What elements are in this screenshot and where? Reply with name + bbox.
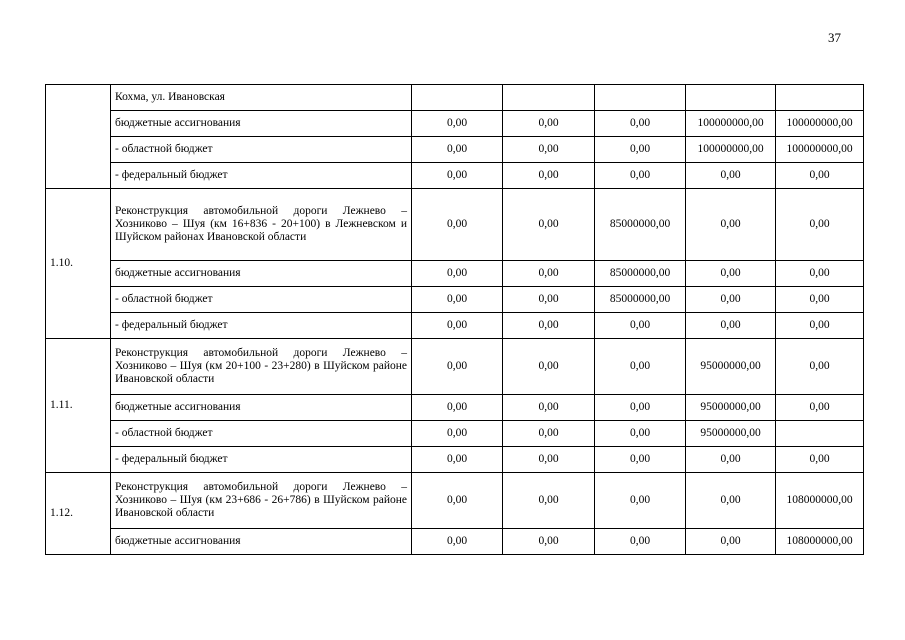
value-cell: 0,00 (503, 111, 595, 137)
item-name-cell: бюджетные ассигнования (111, 261, 412, 287)
value-cell: 85000000,00 (595, 261, 686, 287)
item-name-cell: - областной бюджет (111, 287, 412, 313)
item-number-cell: 1.10. (46, 189, 111, 339)
value-cell: 0,00 (686, 529, 776, 555)
value-cell: 0,00 (503, 313, 595, 339)
value-cell: 0,00 (412, 163, 503, 189)
value-cell: 0,00 (503, 189, 595, 261)
value-cell: 0,00 (776, 313, 864, 339)
item-number-cell: 1.12. (46, 473, 111, 555)
value-cell: 0,00 (412, 137, 503, 163)
page-number: 37 (828, 30, 841, 45)
value-cell (686, 85, 776, 111)
value-cell: 0,00 (503, 261, 595, 287)
value-cell: 0,00 (595, 111, 686, 137)
value-cell: 0,00 (776, 189, 864, 261)
value-cell: 0,00 (595, 529, 686, 555)
value-cell: 0,00 (503, 529, 595, 555)
value-cell: 0,00 (595, 473, 686, 529)
value-cell: 0,00 (686, 189, 776, 261)
item-number-cell (46, 85, 111, 189)
value-cell: 0,00 (503, 473, 595, 529)
item-name-cell: - областной бюджет (111, 137, 412, 163)
table-row (46, 529, 864, 555)
value-cell: 0,00 (776, 261, 864, 287)
table-row (46, 189, 864, 261)
table-row (46, 421, 864, 447)
value-cell: 0,00 (595, 137, 686, 163)
value-cell: 0,00 (412, 473, 503, 529)
item-name-cell: - федеральный бюджет (111, 313, 412, 339)
table-row (46, 137, 864, 163)
item-name-cell: бюджетные ассигнования (111, 111, 412, 137)
value-cell: 0,00 (776, 395, 864, 421)
value-cell (412, 85, 503, 111)
table-row (46, 261, 864, 287)
value-cell: 0,00 (412, 339, 503, 395)
budget-table-body (46, 85, 864, 555)
value-cell: 0,00 (776, 163, 864, 189)
value-cell: 0,00 (412, 447, 503, 473)
value-cell: 0,00 (412, 261, 503, 287)
value-cell: 0,00 (503, 287, 595, 313)
value-cell: 100000000,00 (776, 137, 864, 163)
item-name-cell: Кохма, ул. Ивановская (111, 85, 412, 111)
table-row (46, 313, 864, 339)
value-cell: 95000000,00 (686, 421, 776, 447)
value-cell: 0,00 (503, 447, 595, 473)
item-name-cell: - областной бюджет (111, 421, 412, 447)
value-cell: 108000000,00 (776, 529, 864, 555)
table-row (46, 85, 864, 111)
value-cell: 0,00 (686, 313, 776, 339)
value-cell: 0,00 (412, 313, 503, 339)
value-cell: 0,00 (776, 447, 864, 473)
value-cell: 0,00 (503, 339, 595, 395)
item-name-cell: Реконструкция автомобильной дороги Лежнево – Хозниково – Шуя (км 16+836 - 20+100) в Лежневском и Шуйском районах Ивановской области (111, 189, 412, 261)
item-name-cell: Реконструкция автомобильной дороги Лежнево – Хозниково – Шуя (км 23+686 - 26+786) в Шуйском районе Ивановской области (111, 473, 412, 529)
value-cell: 85000000,00 (595, 189, 686, 261)
item-name-cell: - федеральный бюджет (111, 163, 412, 189)
value-cell (595, 85, 686, 111)
value-cell: 0,00 (686, 473, 776, 529)
value-cell: 0,00 (776, 287, 864, 313)
value-cell (776, 421, 864, 447)
value-cell: 0,00 (503, 137, 595, 163)
table-row (46, 287, 864, 313)
table-row (46, 163, 864, 189)
value-cell: 0,00 (776, 339, 864, 395)
item-name-cell: бюджетные ассигнования (111, 395, 412, 421)
item-name-cell: бюджетные ассигнования (111, 529, 412, 555)
value-cell: 0,00 (412, 395, 503, 421)
value-cell: 108000000,00 (776, 473, 864, 529)
value-cell: 0,00 (503, 163, 595, 189)
value-cell: 100000000,00 (776, 111, 864, 137)
budget-table (45, 84, 864, 555)
item-name-cell: - федеральный бюджет (111, 447, 412, 473)
value-cell: 0,00 (412, 287, 503, 313)
table-row (46, 339, 864, 395)
value-cell (503, 85, 595, 111)
value-cell: 0,00 (503, 395, 595, 421)
value-cell: 0,00 (595, 395, 686, 421)
table-row (46, 447, 864, 473)
value-cell: 0,00 (412, 421, 503, 447)
value-cell: 0,00 (686, 163, 776, 189)
value-cell: 100000000,00 (686, 137, 776, 163)
value-cell: 95000000,00 (686, 395, 776, 421)
value-cell: 0,00 (686, 447, 776, 473)
table-row (46, 111, 864, 137)
value-cell: 0,00 (595, 163, 686, 189)
value-cell: 0,00 (503, 421, 595, 447)
table-row (46, 473, 864, 529)
value-cell: 0,00 (686, 287, 776, 313)
value-cell: 0,00 (595, 447, 686, 473)
value-cell: 95000000,00 (686, 339, 776, 395)
value-cell: 0,00 (595, 339, 686, 395)
value-cell: 0,00 (595, 421, 686, 447)
value-cell: 100000000,00 (686, 111, 776, 137)
value-cell: 0,00 (412, 189, 503, 261)
value-cell: 0,00 (412, 111, 503, 137)
value-cell: 0,00 (686, 261, 776, 287)
value-cell: 85000000,00 (595, 287, 686, 313)
item-name-cell: Реконструкция автомобильной дороги Лежнево – Хозниково – Шуя (км 20+100 - 23+280) в Шуйском районе Ивановской области (111, 339, 412, 395)
value-cell: 0,00 (412, 529, 503, 555)
value-cell: 0,00 (595, 313, 686, 339)
value-cell (776, 85, 864, 111)
table-row (46, 395, 864, 421)
item-number-cell: 1.11. (46, 339, 111, 473)
